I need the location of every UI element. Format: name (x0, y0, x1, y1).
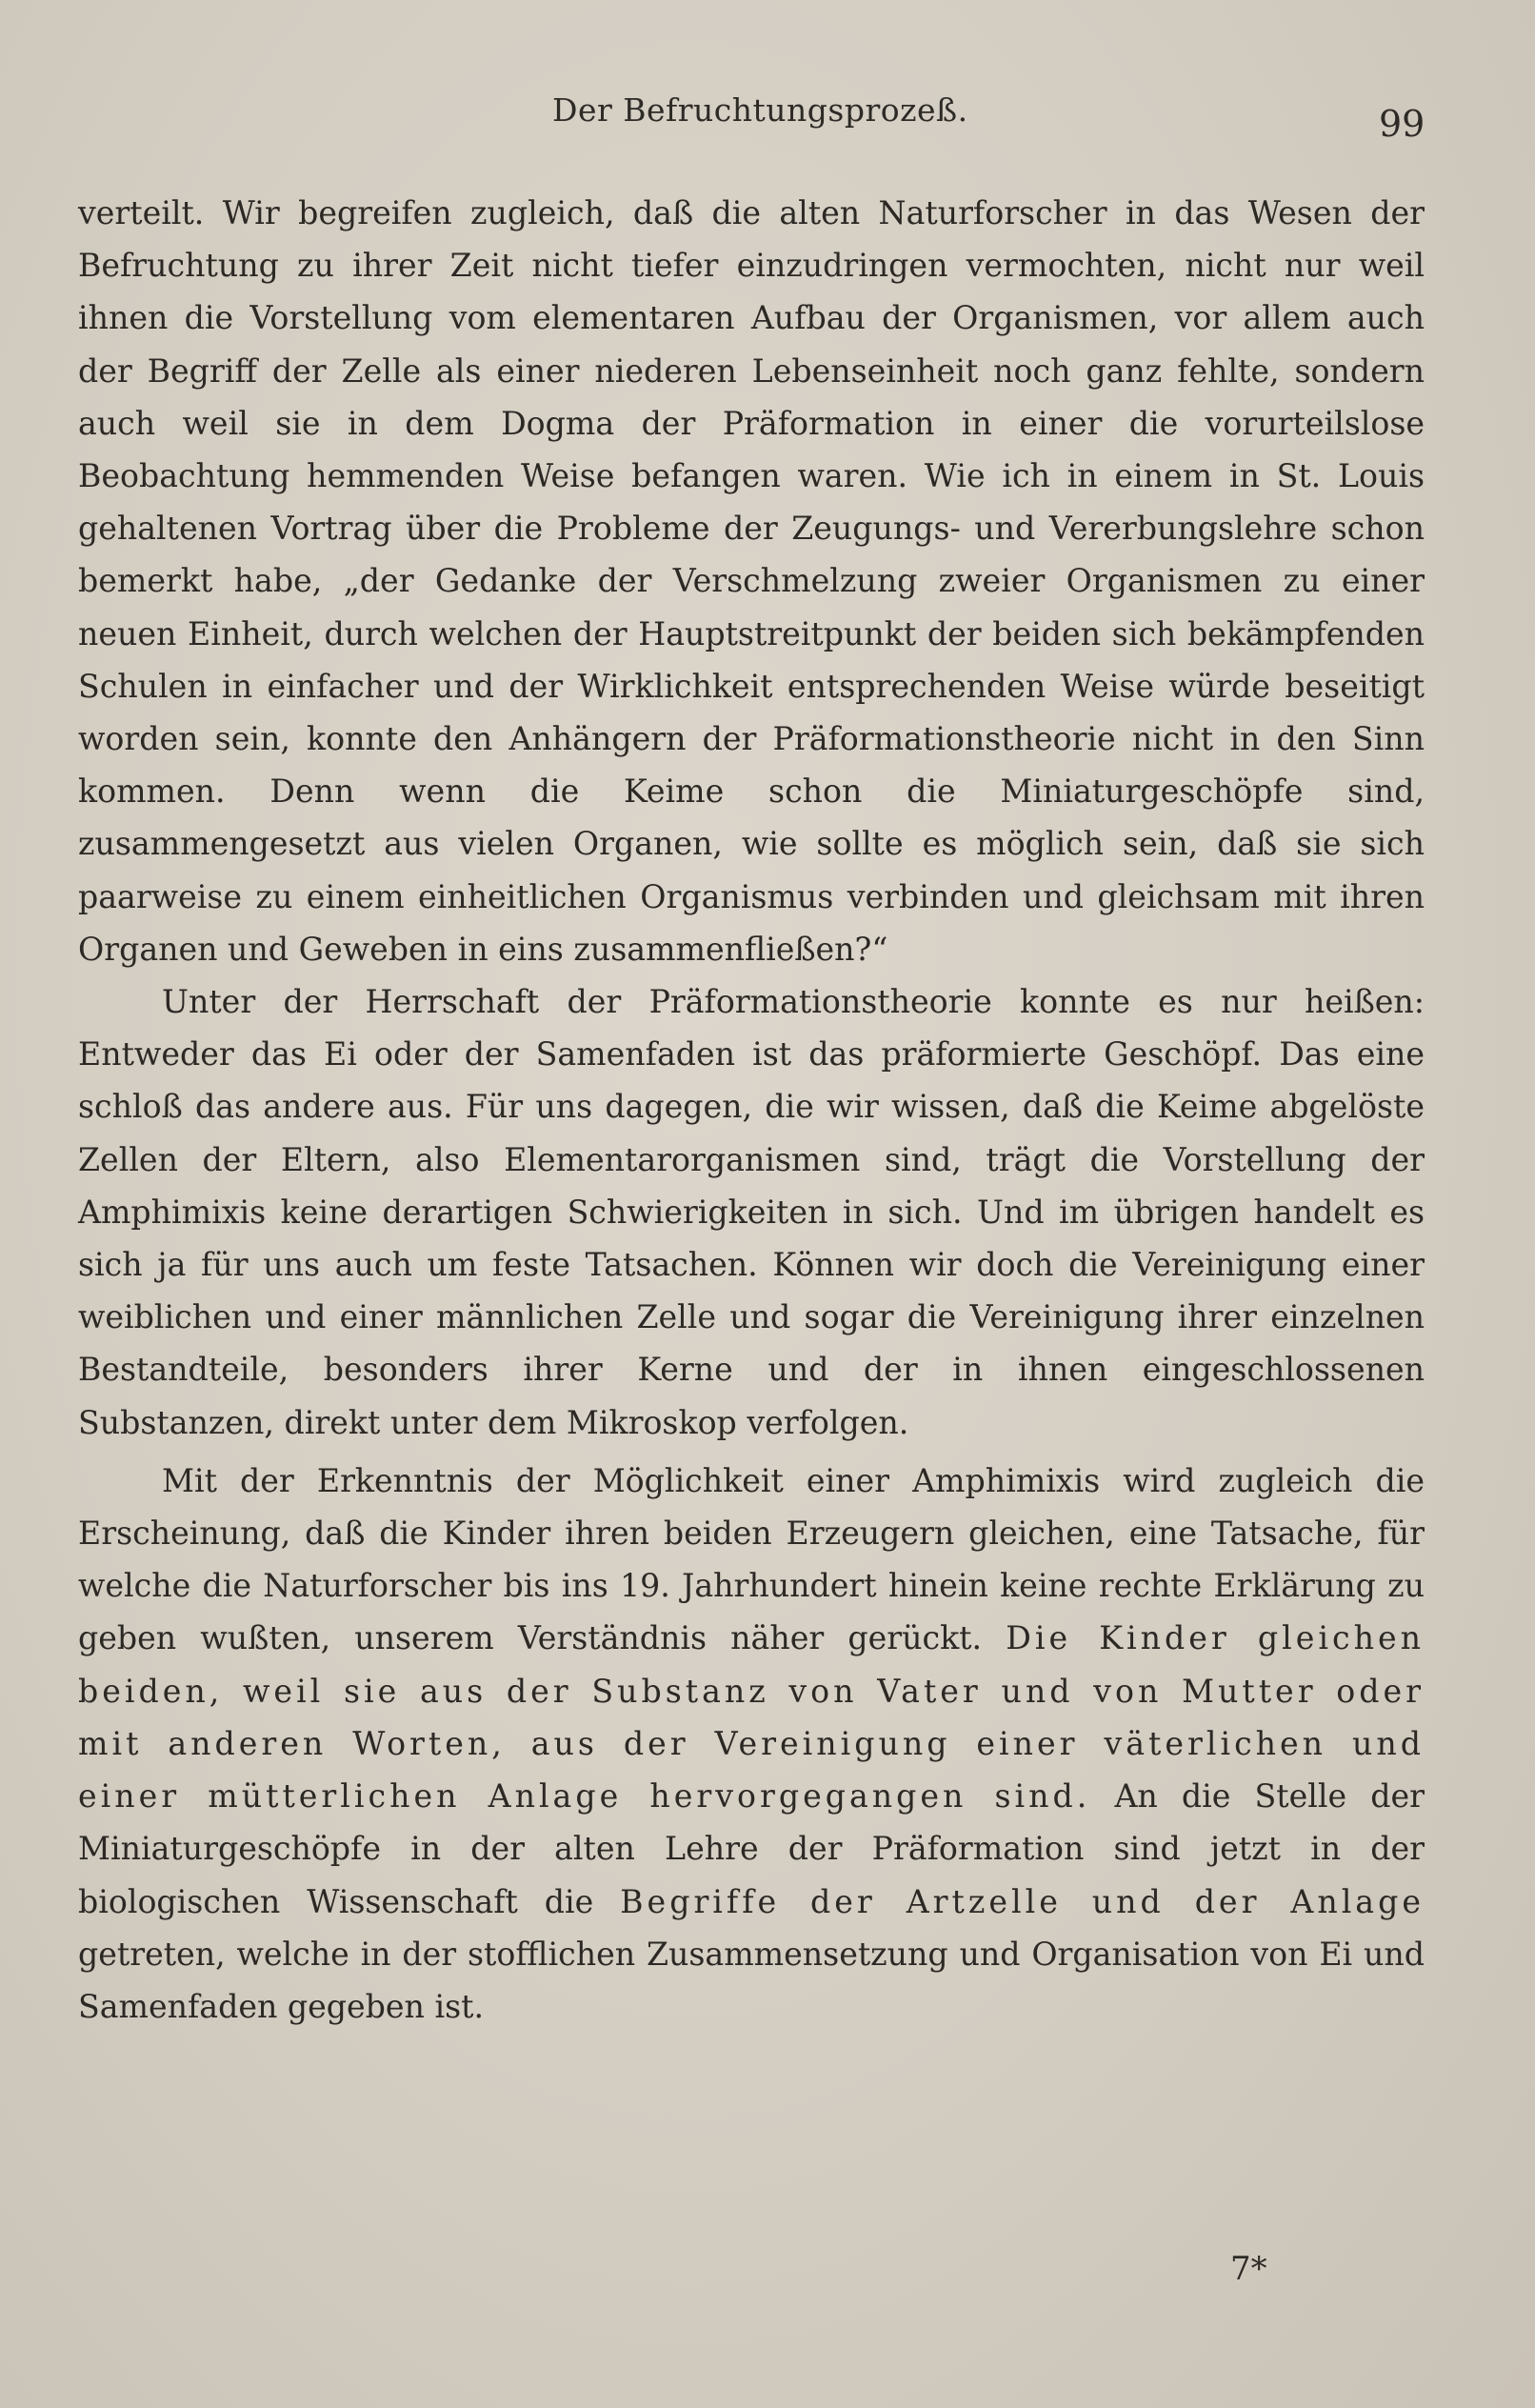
running-title: Der Befruchtungsprozeß. (552, 91, 968, 129)
spaced-emphasis-1: Die Kinder gleichen beiden, weil sie aus der Substanz von Vater und von Mutter oder mit anderen Worten, aus der Vereinigung einer väterlichen und einer mütterlichen Anlage hervorgegangen sind. (78, 1619, 1425, 1816)
paragraph-2: Unter der Herrschaft der Präformationstheorie konnte es nur heißen: Entweder das Ei oder der Samenfaden ist das präformierte Geschöpf. Das eine schloß das andere aus. Für uns dagegen, die wir wissen, daß die Keime abgelöste Zellen der Eltern, also Elementarorganismen sind, trägt die Vorstellung der Amphimixis keine derartigen Schwierigkeiten in sich. Und im übrigen handelt es sich ja für uns auch um feste Tatsachen. Können wir doch die Vereinigung einer weiblichen und einer männlichen Zelle und sogar die Vereinigung ihrer einzelnen Bestandteile, besonders ihrer Kerne und der in ihnen eingeschlossenen Substanzen, direkt unter dem Mikroskop verfolgen. (78, 983, 1425, 1441)
paragraph-3-part-1: Mit der Erkenntnis der Möglichkeit einer Amphimixis wird zugleich die Erscheinung, daß die Kinder ihren beiden Erzeugern gleichen, eine Tatsache, für welche die Naturforscher bis ins 19. Jahrhundert hinein keine rechte Erklärung zu geben wußten, unserem Verständnis näher gerückt. (78, 1461, 1425, 1657)
spaced-emphasis-2: Begriffe der Artzelle und der Anlage (620, 1882, 1425, 1920)
page-number: 99 (1379, 103, 1425, 145)
paragraph-3-part-3: getreten, welche in der stofflichen Zusammensetzung und Organisation von Ei und Samenfaden gegeben ist. (78, 1935, 1425, 2025)
body-text (78, 187, 1425, 2033)
paragraph-3 (78, 1455, 1425, 2033)
paragraph-1: verteilt. Wir begreifen zugleich, daß die alten Naturforscher in das Wesen der Befruchtung zu ihrer Zeit nicht tiefer einzudringen vermochten, nicht nur weil ihnen die Vorstellung vom elementaren Aufbau der Organismen, vor allem auch der Begriff der Zelle als einer niederen Lebenseinheit noch ganz fehlte, sondern auch weil sie in dem Dogma der Präformation in einer die vorurteilslose Beobachtung hemmenden Weise befangen waren. Wie ich in einem in St. Louis gehaltenen Vortrag über die Probleme der Zeugungs- und Vererbungslehre schon bemerkt habe, „der Gedanke der Verschmelzung zweier Organismen zu einer neuen Einheit, durch welchen der Hauptstreitpunkt der beiden sich bekämpfenden Schulen in einfacher und der Wirklichkeit entsprechenden Weise würde beseitigt worden sein, konnte den Anhängern der Präformationstheorie nicht in den Sinn kommen. Denn wenn die Keime schon die Miniaturgeschöpfe sind, zusammengesetzt aus vielen Organen, wie sollte es möglich sein, daß sie sich paarweise zu einem einheitlichen Organismus verbinden und gleichsam mit ihren Organen und Geweben in eins zusammenfließen?“ (78, 194, 1425, 968)
printer-signature: 7* (1230, 2250, 1267, 2288)
paragraph-3-part-2: An die Stelle der Miniaturgeschöpfe in der alten Lehre der Präformation sind jetzt in der biologischen Wissenschaft die (78, 1777, 1425, 1920)
